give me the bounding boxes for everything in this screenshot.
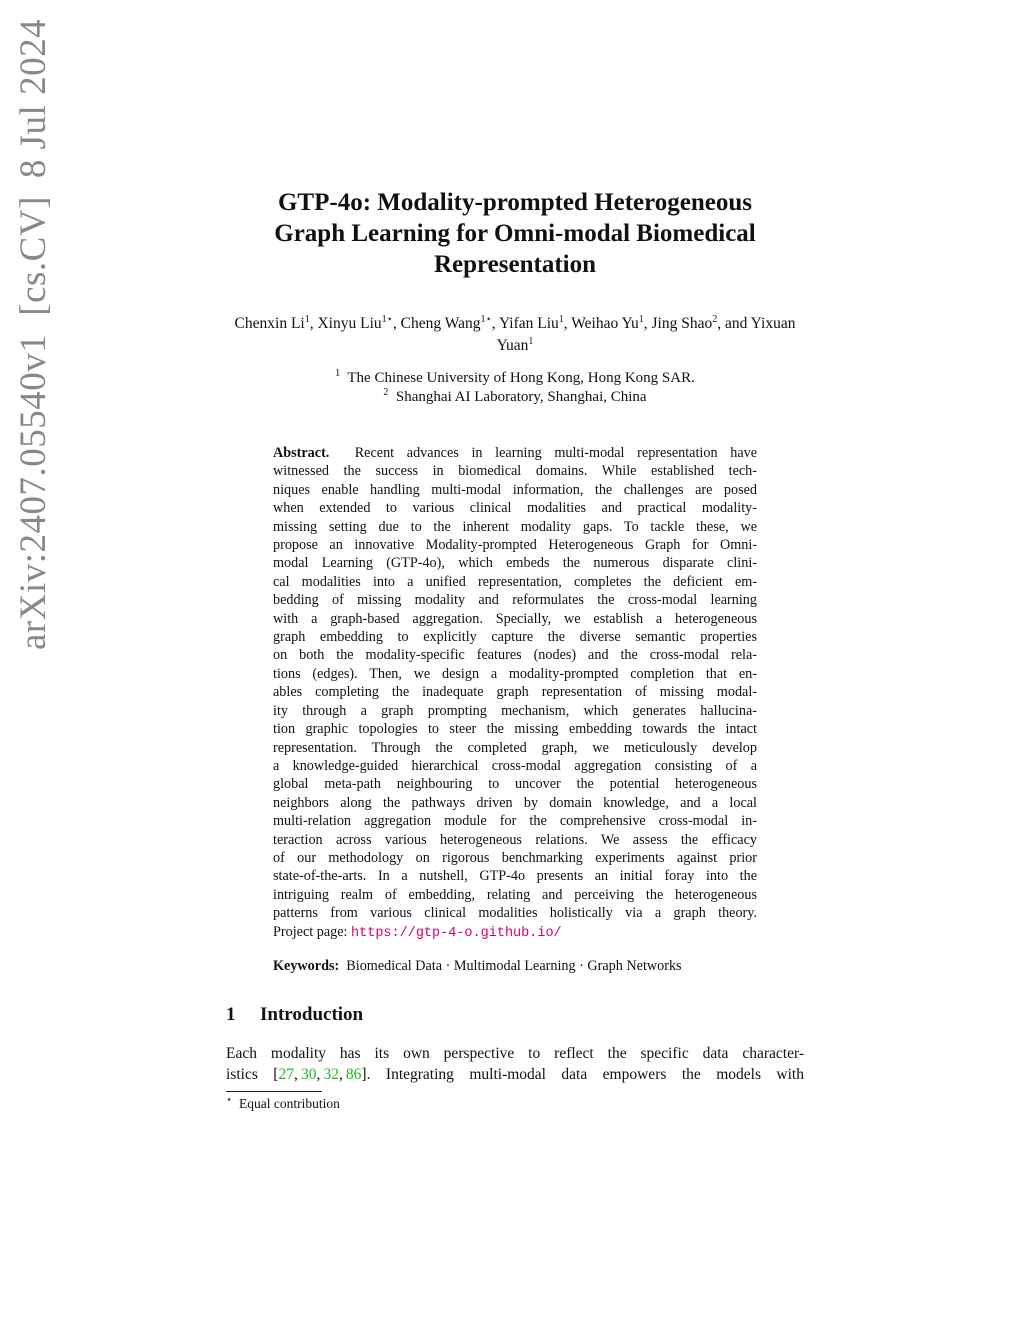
author: Xinyu Liu$^{1⋆}$	[317, 313, 393, 332]
keywords-label: Keywords:	[273, 958, 340, 974]
abstract-line: with a graph-based aggregation. Specially, we establish a heterogeneous	[273, 610, 757, 627]
abstract-line: propose an innovative Modality-prompted Heterogeneous Graph for Omni-	[273, 537, 757, 554]
abstract-line: on both the modality-specific features (nodes) and the cross-modal rela-	[273, 647, 757, 664]
author: Weihao Yu$^1$	[571, 313, 644, 332]
citation-link[interactable]: 27	[278, 1066, 294, 1083]
keywords	[273, 957, 757, 975]
abstract-line: global meta-path neighbouring to uncover the potential heterogeneous	[273, 776, 757, 793]
author: Yifan Liu$^1$	[498, 313, 564, 332]
affiliation: $^2$ Shanghai AI Laboratory, Shanghai, China	[383, 387, 647, 405]
abstract-label: Abstract.	[273, 445, 330, 461]
abstract-line: witnessed the success in biomedical domains. While established tech-	[273, 463, 757, 480]
abstract-line: when extended to various clinical modalities and practical modality-	[273, 500, 757, 517]
abstract-line: representation. Through the completed graph, we meticulously develop	[273, 739, 757, 756]
footnote-rule	[226, 1091, 322, 1092]
abstract-line: cal modalities into a unified representation, completes the deficient em-	[273, 573, 757, 590]
abstract-line: graph embedding to explicitly capture the diverse semantic properties	[273, 629, 757, 646]
abstract	[273, 444, 757, 943]
project-page-line	[273, 923, 757, 943]
affiliation: $^1$ The Chinese University of Hong Kong, Hong Kong SAR.	[335, 368, 695, 386]
abstract-line: multi-relation aggregation module for the comprehensive cross-modal in-	[273, 813, 757, 830]
section-number: 1	[226, 1004, 236, 1025]
title-line: GTP-4o: Modality-prompted Heterogeneous	[277, 189, 753, 216]
arxiv-category: [cs.CV]	[13, 196, 54, 316]
footnote	[226, 1096, 340, 1112]
citation-link[interactable]: 32	[323, 1066, 339, 1083]
citation-link[interactable]: 86	[345, 1066, 362, 1083]
author: Chenxin Li$^1$	[234, 313, 310, 332]
abstract-line: ity through a graph prompting mechanism, which generates hallucina-	[273, 702, 757, 719]
project-page-label: Project page:	[273, 923, 348, 940]
abstract-line: state-of-the-arts. In a nutshell, GTP-4o presents an initial foray into the	[273, 868, 757, 885]
abstract-line: Abstract. Recent advances in learning multi-modal representation have	[273, 445, 758, 461]
keywords-text: Biomedical Data · Multimodal Learning · Graph Networks	[346, 958, 682, 974]
paper-title	[180, 187, 850, 280]
arxiv-identifier-stamp	[12, 18, 55, 650]
footnote-text: Equal contribution	[239, 1096, 340, 1111]
abstract-line: modal Learning (GTP-4o), which embeds the numerous disparate clini-	[273, 555, 757, 572]
abstract-line: of our methodology on rigorous benchmarking experiments against prior	[273, 849, 757, 866]
author-list: Chenxin Li$^1$, Xinyu Liu$^{1⋆}$, Cheng Wang$^{1⋆}$, Yifan Liu$^1$, Weihao Yu$^1$, Jing Shao$^2$, and Yixuan Yuan$^1$	[234, 313, 796, 354]
introduction-text	[226, 1043, 804, 1085]
abstract-line: a knowledge-guided hierarchical cross-modal aggregation consisting of a	[273, 757, 757, 774]
section-heading	[226, 1004, 363, 1026]
abstract-line: tion graphic topologies to steer the missing embedding towards the intact	[273, 721, 757, 738]
intro-line: istics [27, 30, 32, 86]. Integrating multi-modal data empowers the models with	[226, 1066, 804, 1083]
intro-line: Each modality has its own perspective to reflect the specific data character-	[226, 1045, 804, 1062]
title-line: Representation	[433, 251, 597, 278]
arxiv-id[interactable]: arXiv:2407.05540v1	[13, 333, 54, 650]
author: Yixuan Yuan$^1$	[496, 315, 796, 354]
abstract-line: teraction across various heterogeneous relations. We assess the efficacy	[273, 831, 757, 848]
abstract-line: niques enable handling multi-modal information, the challenges are posed	[273, 481, 757, 498]
abstract-line: intriguing realm of embedding, relating and perceiving the heterogeneous	[273, 886, 757, 903]
author: Cheng Wang$^{1⋆}$	[400, 313, 492, 332]
abstract-line: missing setting due to the inherent modality gaps. To tackle these, we	[273, 518, 757, 535]
section-title: Introduction	[260, 1004, 364, 1025]
project-page-link[interactable]: https://gtp-4-o.github.io/	[351, 925, 562, 941]
abstract-line: tions (edges). Then, we design a modality-prompted completion that en-	[273, 665, 757, 682]
abstract-line: ables completing the inadequate graph representation of missing modal-	[273, 684, 757, 701]
abstract-line: neighbors along the pathways driven by domain knowledge, and a local	[273, 794, 757, 811]
abstract-line: patterns from various clinical modalities holistically via a graph theory.	[273, 905, 757, 922]
affiliation-list	[230, 369, 800, 407]
footnote-mark: ⋆	[226, 1094, 233, 1106]
title-line: Graph Learning for Omni-modal Biomedical	[274, 220, 756, 247]
arxiv-date: 8 Jul 2024	[13, 18, 54, 179]
author: Jing Shao$^2$	[651, 313, 718, 332]
abstract-line: bedding of missing modality and reformulates the cross-modal learning	[273, 592, 757, 609]
citation-link[interactable]: 30	[300, 1066, 317, 1083]
